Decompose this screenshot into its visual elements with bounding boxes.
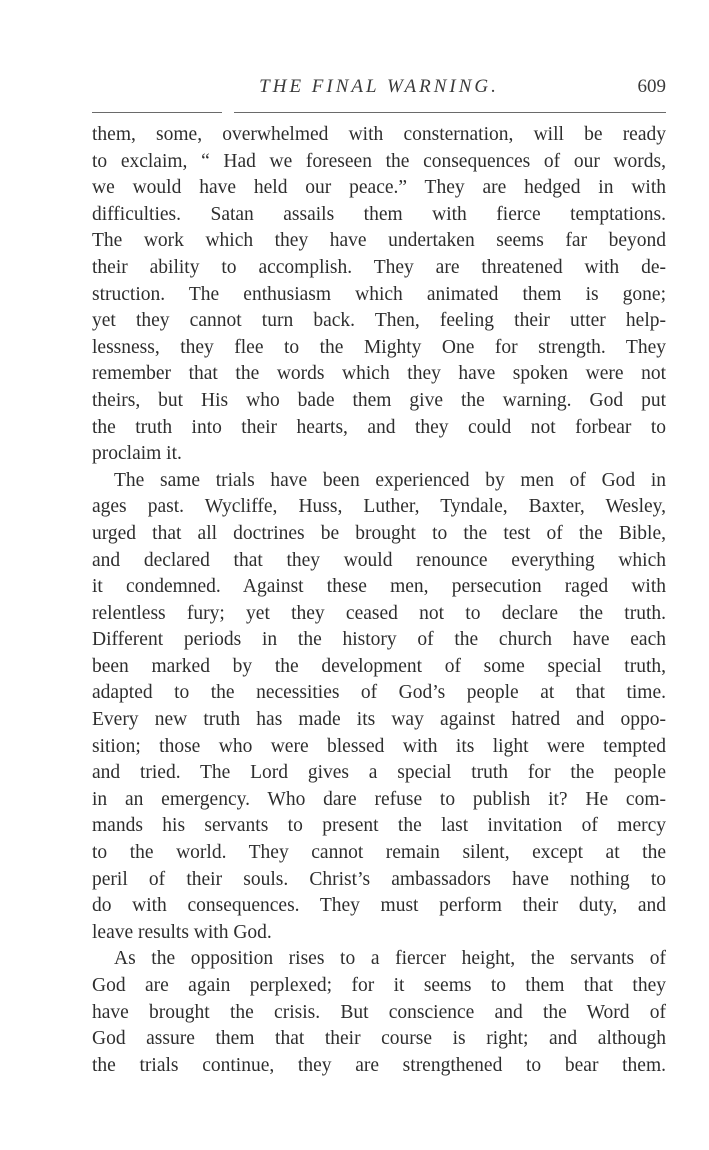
text-line: them, some, overwhelmed with consternation, will be ready [92, 124, 666, 145]
text-line: ages past. Wycliffe, Huss, Luther, Tyndale, Baxter, Wesley, [92, 496, 666, 518]
text-line: the trials continue, they are strengthened to bear them. [92, 1054, 666, 1076]
text-line: we would have held our peace.” They are hedged in with [92, 177, 666, 199]
text-line: have brought the crisis. But conscience and the Word of [92, 1001, 666, 1023]
paragraph-start-line: As the opposition rises to a fiercer height, the servants of [114, 948, 666, 970]
page-number: 609 [637, 76, 666, 97]
text-line: adapted to the necessities of God’s people at that time. [92, 682, 666, 704]
text-line: The work which they have undertaken seems far beyond [92, 230, 666, 252]
text-line: yet they cannot turn back. Then, feeling their utter help- [92, 310, 666, 332]
text-line: God assure them that their course is right; and although [92, 1028, 666, 1050]
header-rule-gap [222, 110, 234, 115]
text-line: peril of their souls. Christ’s ambassadors have nothing to [92, 868, 666, 890]
text-line: struction. The enthusiasm which animated them is gone; [92, 283, 666, 305]
text-line: relentless fury; yet they ceased not to declare the truth. [92, 602, 666, 624]
text-line: the truth into their hearts, and they could not forbear to [92, 416, 666, 438]
running-head [92, 76, 666, 100]
text-line: Different periods in the history of the church have each [92, 629, 666, 651]
text-line: been marked by the development of some special truth, [92, 655, 666, 677]
text-line: in an emergency. Who dare refuse to publish it? He com- [92, 788, 666, 810]
running-title: THE FINAL WARNING. [259, 76, 499, 97]
text-line: urged that all doctrines be brought to the test of the Bible, [92, 522, 666, 544]
text-line: to exclaim, “ Had we foreseen the consequences of our words, [92, 150, 666, 172]
text-line: and declared that they would renounce everything which [92, 549, 666, 571]
paragraph-start-line: The same trials have been experienced by men of God in [114, 469, 666, 491]
text-line: mands his servants to present the last invitation of mercy [92, 815, 666, 837]
text-line: lessness, they flee to the Mighty One for strength. They [92, 336, 666, 358]
text-line: to the world. They cannot remain silent, except at the [92, 842, 666, 864]
text-line: leave results with God. [92, 921, 272, 943]
header-rule [92, 112, 666, 113]
body-text [92, 122, 666, 1079]
text-line: it condemned. Against these men, persecution raged with [92, 576, 666, 598]
text-line: Every new truth has made its way against hatred and oppo- [92, 709, 666, 731]
text-line: theirs, but His who bade them give the warning. God put [92, 389, 666, 411]
text-line: proclaim it. [92, 443, 182, 465]
text-line: their ability to accomplish. They are threatened with de- [92, 256, 666, 278]
text-line: difficulties. Satan assails them with fierce temptations. [92, 203, 666, 225]
text-line: and tried. The Lord gives a special truth for the people [92, 762, 666, 784]
text-line: sition; those who were blessed with its light were tempted [92, 735, 666, 757]
text-line: remember that the words which they have spoken were not [92, 363, 666, 385]
text-line: God are again perplexed; for it seems to them that they [92, 975, 666, 996]
text-line: do with consequences. They must perform their duty, and [92, 895, 666, 917]
